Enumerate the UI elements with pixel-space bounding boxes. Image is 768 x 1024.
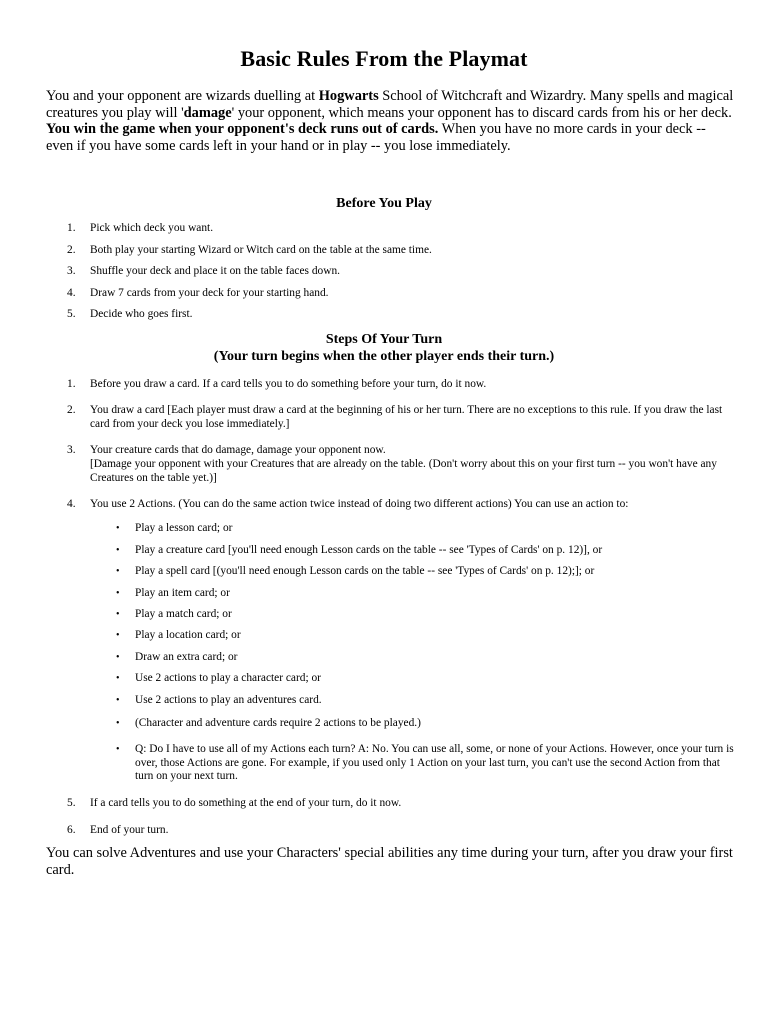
bullet-icon: • — [116, 695, 120, 706]
closing-paragraph: You can solve Adventures and use your Characters' special abilities any time during your turn, after you draw your first card. — [46, 845, 733, 878]
list-number: 1. — [67, 378, 76, 390]
page-title: Basic Rules From the Playmat — [240, 46, 528, 71]
list-number: 6. — [67, 824, 76, 836]
list-item: Shuffle your deck and place it on the table faces down. — [90, 265, 340, 277]
list-item: You use 2 Actions. (You can do the same action twice instead of doing two different actions) You can use an action to: — [90, 498, 629, 510]
bullet-item: Play a location card; or — [135, 629, 241, 641]
list-item: Decide who goes first. — [90, 308, 193, 320]
bullet-item: Play an item card; or — [135, 587, 230, 599]
list-item: Pick which deck you want. — [90, 222, 214, 234]
steps-subheading: (Your turn begins when the other player ends their turn.) — [213, 349, 555, 364]
intro-paragraph-2 — [46, 121, 736, 154]
bullet-item: Play a spell card [(you'll need enough Lesson cards on the table -- see 'Types of Cards' on p. 12);]; or — [135, 565, 595, 577]
intro-text: When you have no more cards in your deck -- even if you have some cards left in your hand or in play -- you lose immediately. — [46, 121, 706, 154]
bullet-item: Q: Do I have to use all of my Actions each turn? A: No. You can use all, some, or none of your Actions. However, once your turn is over, those Actions are gone. For example, if you used only 1 Action on your last turn, you can't use the second Action from that turn on your next turn. — [135, 743, 734, 783]
bullet-item: (Character and adventure cards require 2 actions to be played.) — [135, 717, 421, 729]
bullet-item: Draw an extra card; or — [135, 651, 238, 663]
list-number: 4. — [67, 498, 76, 510]
bullet-icon: • — [116, 673, 120, 684]
list-item: Draw 7 cards from your deck for your starting hand. — [90, 287, 329, 299]
list-number: 1. — [67, 222, 76, 234]
bullet-icon: • — [116, 718, 120, 729]
list-item: End of your turn. — [90, 824, 169, 836]
bullet-icon: • — [116, 744, 120, 755]
intro-text: School of Witchcraft and Wizardry. Many spells and magical creatures you play will ' — [46, 88, 734, 121]
intro-section — [46, 88, 736, 154]
intro-paragraph-1 — [46, 88, 736, 121]
bullet-icon: • — [116, 523, 120, 534]
bullet-item: Play a creature card [you'll need enough Lesson cards on the table -- see 'Types of Cards' on p. 12)], or — [135, 544, 603, 556]
list-item: You draw a card [Each player must draw a card at the beginning of his or her turn. There are no exceptions to this rule. If you draw the last card from your deck you lose immediately.] — [90, 404, 723, 430]
list-number: 4. — [67, 287, 76, 299]
bullet-item: Play a match card; or — [135, 608, 232, 620]
bullet-icon: • — [116, 545, 120, 556]
bullet-item: Play a lesson card; or — [135, 522, 233, 534]
list-item: Before you draw a card. If a card tells you to do something before your turn, do it now. — [90, 378, 487, 390]
steps-heading: Steps Of Your Turn — [325, 332, 443, 347]
list-number: 5. — [67, 308, 76, 320]
list-number: 3. — [67, 444, 76, 456]
bullet-icon: • — [116, 652, 120, 663]
intro-text: You and your opponent are wizards duelling at — [46, 88, 319, 104]
bullet-icon: • — [116, 630, 120, 641]
bullet-item: Use 2 actions to play a character card; or — [135, 672, 321, 684]
list-number: 2. — [67, 244, 76, 256]
list-number: 3. — [67, 265, 76, 277]
damage-bold: damage — [183, 104, 232, 121]
list-item: Your creature cards that do damage, damage your opponent now. — [90, 444, 386, 456]
intro-text: ' your opponent, which means your opponent has to discard cards from his or her deck. — [231, 104, 732, 121]
bullet-icon: • — [116, 566, 120, 577]
win-condition-bold: You win the game when your opponent's deck runs out of cards. — [46, 121, 439, 138]
list-item: If a card tells you to do something at the end of your turn, do it now. — [90, 797, 402, 809]
list-item-note: [Damage your opponent with your Creatures that are already on the table. (Don't worry about this on your first turn -- you won't have any Creatures on the table yet.)] — [90, 458, 717, 484]
bullet-icon: • — [116, 609, 120, 620]
bullet-icon: • — [116, 588, 120, 599]
list-item: Both play your starting Wizard or Witch card on the table at the same time. — [90, 244, 432, 256]
bullet-item: Use 2 actions to play an adventures card. — [135, 694, 322, 706]
list-number: 5. — [67, 797, 76, 809]
before-you-play-heading: Before You Play — [336, 196, 432, 211]
hogwarts-bold: Hogwarts — [318, 88, 379, 104]
list-number: 2. — [67, 404, 76, 416]
